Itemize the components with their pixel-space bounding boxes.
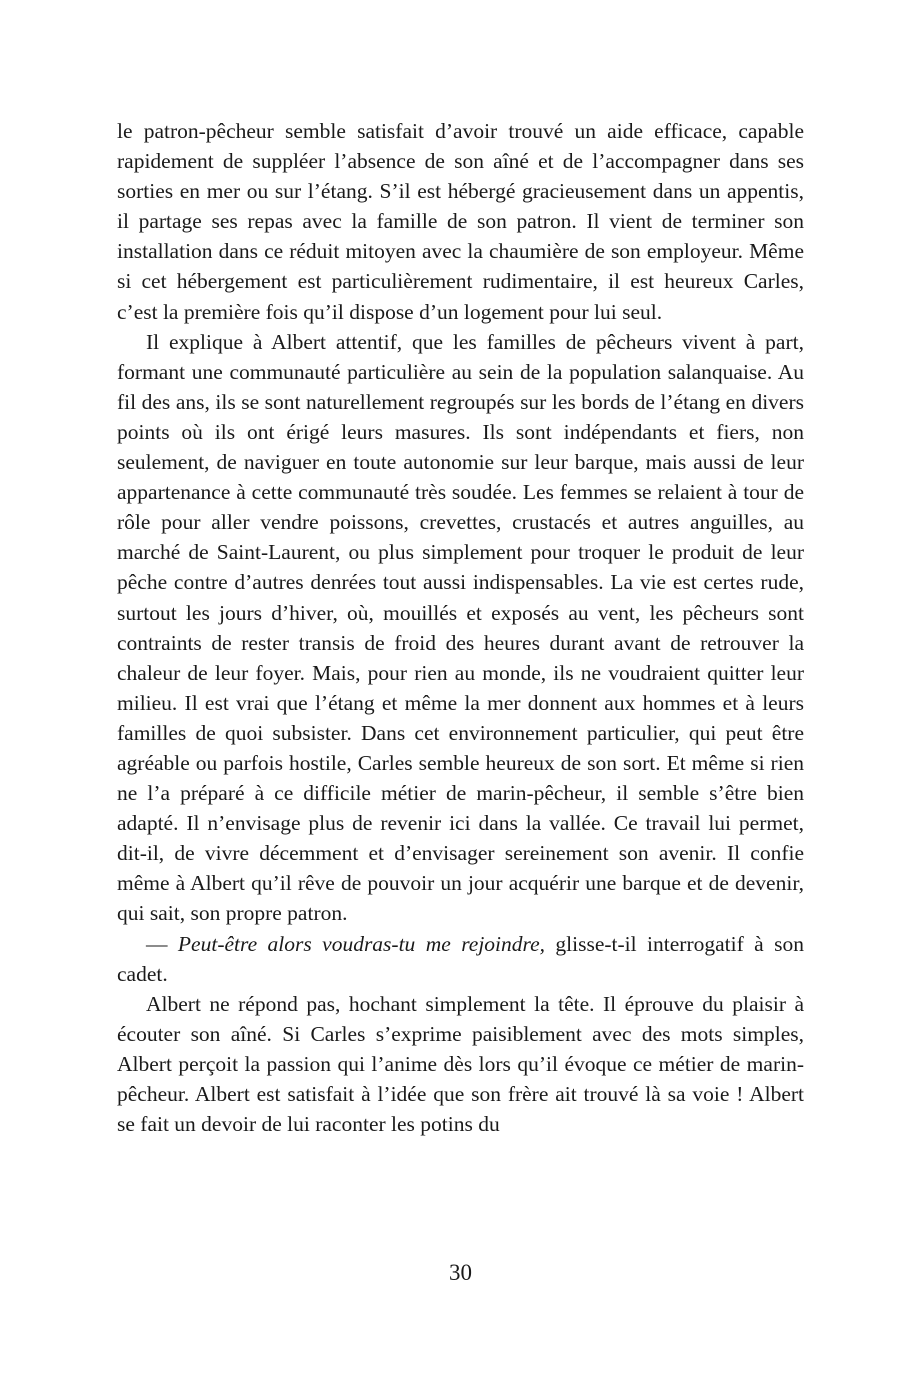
paragraph-2: Il explique à Albert attentif, que les familles de pêcheurs vivent à part, formant une communauté particulière au sein de la population salanquaise. Au fil des ans, ils se sont naturellement regroupés sur les bords de l’étang en divers points où ils ont érigé leurs masures. Ils sont indépendants et fiers, non seulement, de naviguer en toute autonomie sur leur barque, mais aussi de leur appartenance à cette communauté très soudée. Les femmes se relaient à tour de rôle pour aller vendre poissons, crevettes, crustacés et autres anguilles, au marché de Saint-Laurent, ou plus simplement pour troquer le produit de leur pêche contre d’autres denrées tout aussi indispensables. La vie est certes rude, surtout les jours d’hiver, où, mouillés et exposés au vent, les pêcheurs sont contraints de rester transis de froid des heures durant avant de retrouver la chaleur de leur foyer. Mais, pour rien au monde, ils ne voudraient quitter leur milieu. Il est vrai que l’étang et même la mer donnent aux hommes et à leurs familles de quoi subsister. Dans cet environnement particulier, qui peut être agréable ou parfois hostile, Carles semble heureux de son sort. Et même si rien ne l’a préparé à ce difficile métier de marin-pêcheur, il semble s’être bien adapté. Il n’envisage plus de revenir ici dans la vallée. Ce travail lui permet, dit-il, de vivre décemment et d’envisager sereinement son avenir. Il confie même à Albert qu’il rêve de pouvoir un jour acquérir une barque et de devenir, qui sait, son propre patron. [117, 329, 804, 926]
page-body [117, 116, 804, 1226]
page-number: 30 [449, 1260, 472, 1285]
dialogue-quote: Peut-être alors voudras-tu me rejoindre, [177, 931, 545, 956]
paragraph-1: le patron-pêcheur semble satisfait d’avoir trouvé un aide efficace, capable rapidement de suppléer l’absence de son aîné et de l’accompagner dans ses sorties en mer ou sur l’étang. S’il est hébergé gracieusement dans un appentis, il partage ses repas avec la famille de son patron. Il vient de terminer son installation dans ce réduit mitoyen avec la chaumière de son employeur. Même si cet hébergement est particulièrement rudimentaire, il est heureux Carles, c’est la première fois qu’il dispose d’un logement pour lui seul. [117, 119, 804, 324]
dialogue-paragraph [117, 929, 804, 989]
dialogue-dash: — [146, 931, 178, 956]
paragraph-4: Albert ne répond pas, hochant simplement la tête. Il éprouve du plaisir à écouter son aîné. Si Carles s’exprime paisiblement avec des mots simples, Albert perçoit la passion qui l’anime dès lors qu’il évoque ce métier de marin-pêcheur. Albert est satisfait à l’idée que son frère ait trouvé là sa voie ! Albert se fait un devoir de lui raconter les potins du [117, 991, 804, 1137]
dialogue-tag: glisse-t-il interrogatif à son cadet. [117, 931, 804, 986]
text-body [117, 116, 804, 1139]
